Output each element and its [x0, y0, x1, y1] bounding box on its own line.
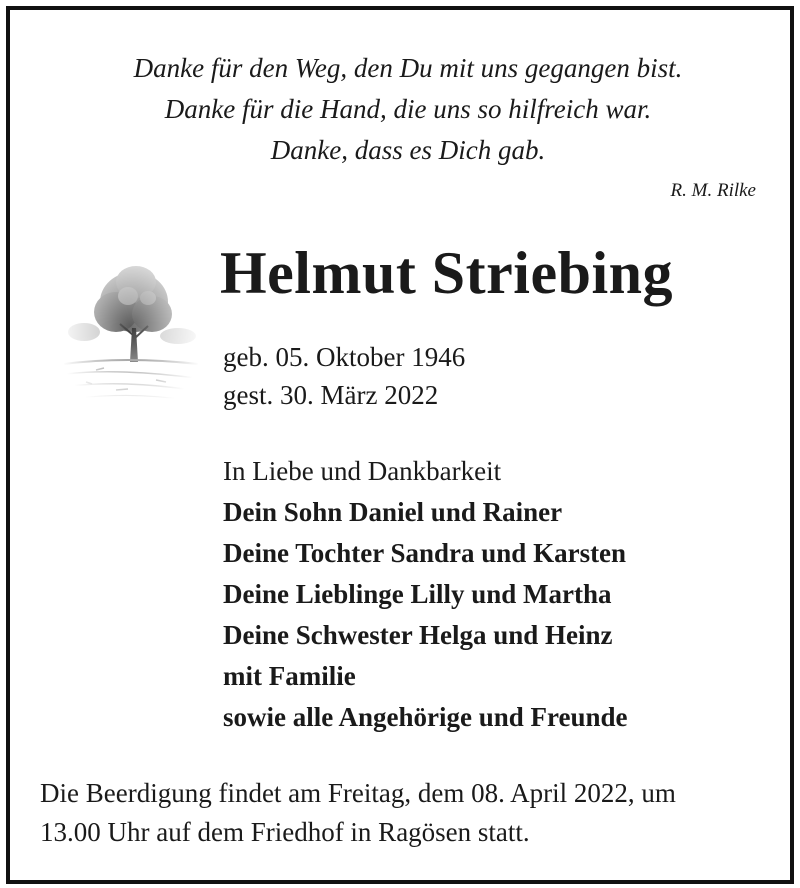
quote-line: Danke für die Hand, die uns so hilfreich war. [164, 94, 652, 124]
funeral-line: Die Beerdigung findet am Freitag, dem 08. April 2022, um [40, 778, 676, 808]
life-dates [223, 338, 465, 414]
mourner-line: Deine Tochter Sandra und Karsten [223, 538, 627, 568]
tree-landscape-icon [56, 240, 206, 415]
deceased-name: Helmut Striebing [220, 240, 673, 306]
mourner-line: Deine Schwester Helga und Heinz [223, 620, 613, 650]
quote-line: Danke, dass es Dich gab. [270, 135, 546, 165]
mourner-line: Deine Lieblinge Lilly und Martha [223, 579, 612, 609]
quote-author: R. M. Rilke [670, 180, 756, 201]
mourner-line: sowie alle Angehörige und Freunde [223, 702, 628, 732]
mourners-list [223, 451, 628, 738]
mourner-line: mit Familie [223, 661, 356, 691]
rilke-quote [10, 48, 800, 171]
mourners-intro: In Liebe und Dankbarkeit [223, 456, 502, 486]
mourner-line: Dein Sohn Daniel und Rainer [223, 497, 563, 527]
obituary-notice [6, 6, 794, 884]
birth-date: geb. 05. Oktober 1946 [223, 342, 466, 372]
funeral-notice [40, 774, 790, 852]
death-date: gest. 30. März 2022 [223, 380, 439, 410]
quote-line: Danke für den Weg, den Du mit uns gegangen bist. [133, 53, 683, 83]
funeral-line: 13.00 Uhr auf dem Friedhof in Ragösen statt. [40, 817, 530, 847]
